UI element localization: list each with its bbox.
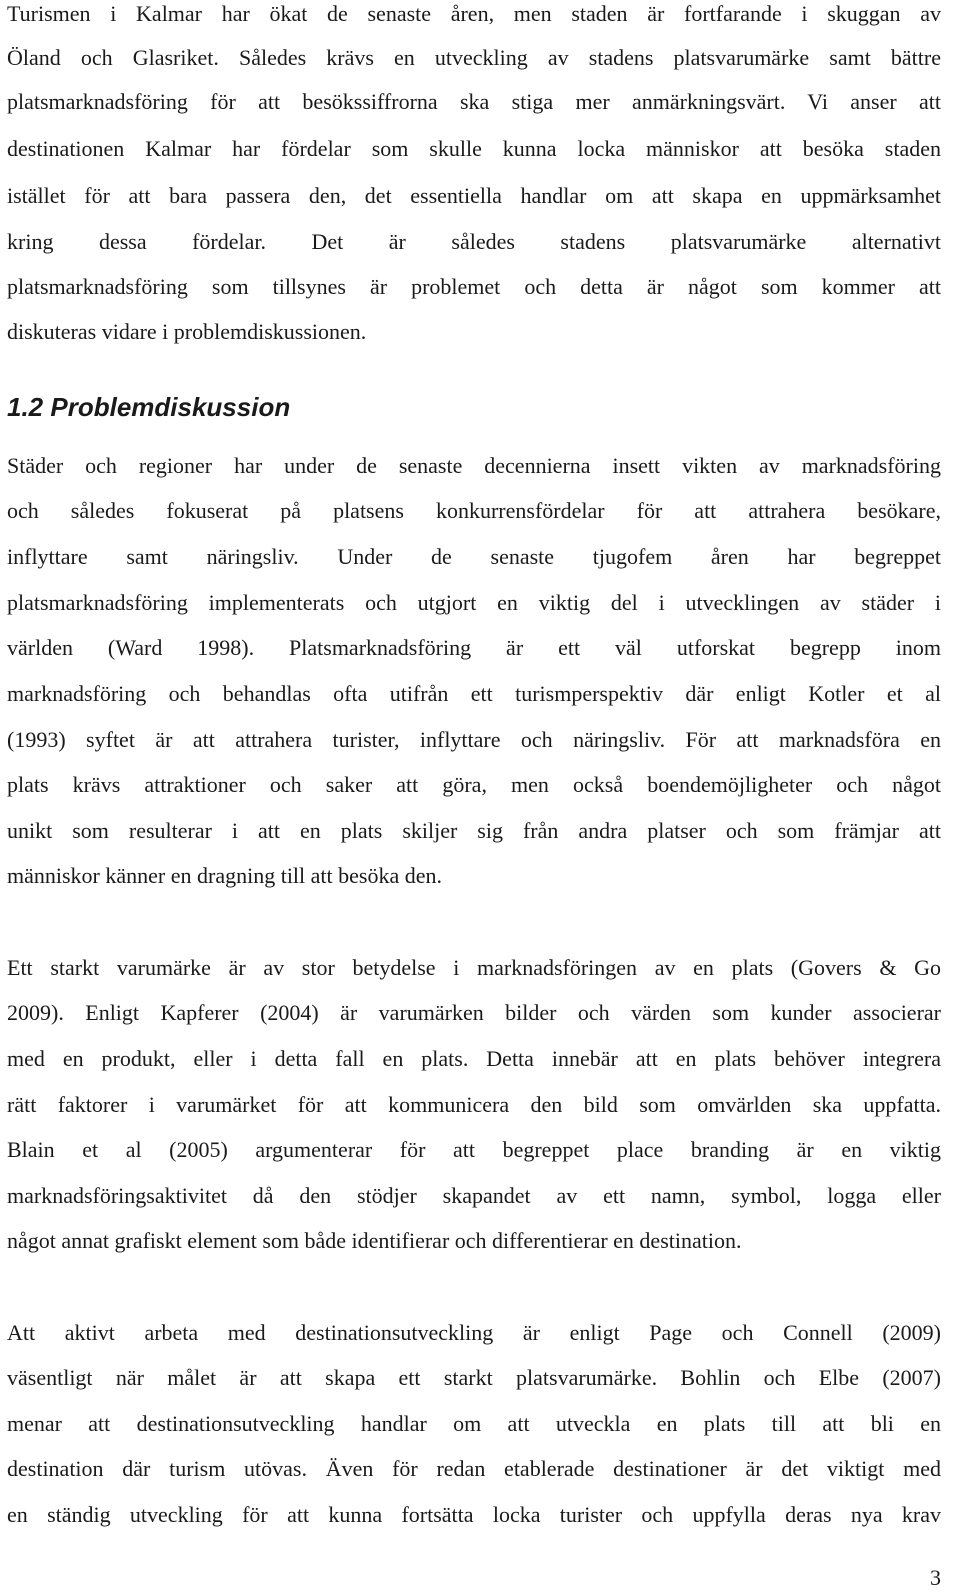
paragraph-1-line: istället för att bara passera den, det essentiella handlar om att skapa en uppmärksamhet [7,183,941,208]
paragraph-3-line: med en produkt, eller i detta fall en plats. Detta innebär att en plats behöver integrera [7,1046,941,1071]
paragraph-3-line: något annat grafiskt element som både identifierar och differentierar en destination. [7,1228,742,1253]
paragraph-3-line: 2009). Enligt Kapferer (2004) är varumärken bilder och värden som kunder associerar [7,1000,941,1025]
paragraph-1-line: platsmarknadsföring som tillsynes är problemet och detta är något som kommer att [7,274,941,299]
paragraph-1-line: diskuteras vidare i problemdiskussionen. [7,319,367,344]
paragraph-2-line: (1993) syftet är att attrahera turister, inflyttare och näringsliv. För att marknadsföra en [7,727,941,752]
paragraph-2-line: marknadsföring och behandlas ofta utifrån ett turismperspektiv där enligt Kotler et al [7,681,941,706]
paragraph-2-line: unikt som resulterar i att en plats skiljer sig från andra platser och som främjar att [7,818,941,843]
section-heading: 1.2 Problemdiskussion [7,392,291,422]
paragraph-4-line: en ständig utveckling för att kunna fortsätta locka turister och uppfylla deras nya krav [7,1502,941,1527]
paragraph-4-line: menar att destinationsutveckling handlar om att utveckla en plats till att bli en [7,1411,941,1436]
paragraph-2-line: världen (Ward 1998). Platsmarknadsföring är ett väl utforskat begrepp inom [7,635,941,660]
paragraph-4-line: Att aktivt arbeta med destinationsutveckling är enligt Page och Connell (2009) [7,1320,941,1345]
paragraph-3-line: rätt faktorer i varumärket för att kommunicera den bild som omvärlden ska uppfatta. [7,1092,941,1117]
paragraph-3-line: Ett starkt varumärke är av stor betydelse i marknadsföringen av en plats (Govers & Go [7,955,941,980]
paragraph-1-line: Turismen i Kalmar har ökat de senaste åren, men staden är fortfarande i skuggan av [7,1,941,26]
paragraph-2-line: platsmarknadsföring implementerats och utgjort en viktig del i utvecklingen av städer i [7,590,941,615]
page-number: 3 [930,1565,941,1590]
paragraph-1-line: destinationen Kalmar har fördelar som skulle kunna locka människor att besöka staden [7,136,941,161]
paragraph-3-line: Blain et al (2005) argumenterar för att begreppet place branding är en viktig [7,1137,941,1162]
paragraph-2-line: inflyttare samt näringsliv. Under de senaste tjugofem åren har begreppet [7,544,941,569]
paragraph-2-line: Städer och regioner har under de senaste decennierna insett vikten av marknadsföring [7,453,941,478]
paragraph-1-line: kring dessa fördelar. Det är således stadens platsvarumärke alternativt [7,229,941,254]
paragraph-4-line: destination där turism utövas. Även för redan etablerade destinationer är det viktigt med [7,1456,941,1481]
paragraph-2-line: och således fokuserat på platsens konkurrensfördelar för att attrahera besökare, [7,498,941,523]
paragraph-4-line: väsentligt när målet är att skapa ett starkt platsvarumärke. Bohlin och Elbe (2007) [7,1365,941,1390]
paragraph-2-line: plats krävs attraktioner och saker att göra, men också boendemöjligheter och något [7,772,941,797]
paragraph-3-line: marknadsföringsaktivitet då den stödjer skapandet av ett namn, symbol, logga eller [7,1183,941,1208]
paragraph-2-line: människor känner en dragning till att besöka den. [7,863,442,888]
paragraph-1-line: platsmarknadsföring för att besökssiffrorna ska stiga mer anmärkningsvärt. Vi anser att [7,89,941,114]
paragraph-1-line: Öland och Glasriket. Således krävs en utveckling av stadens platsvarumärke samt bättre [7,45,941,70]
